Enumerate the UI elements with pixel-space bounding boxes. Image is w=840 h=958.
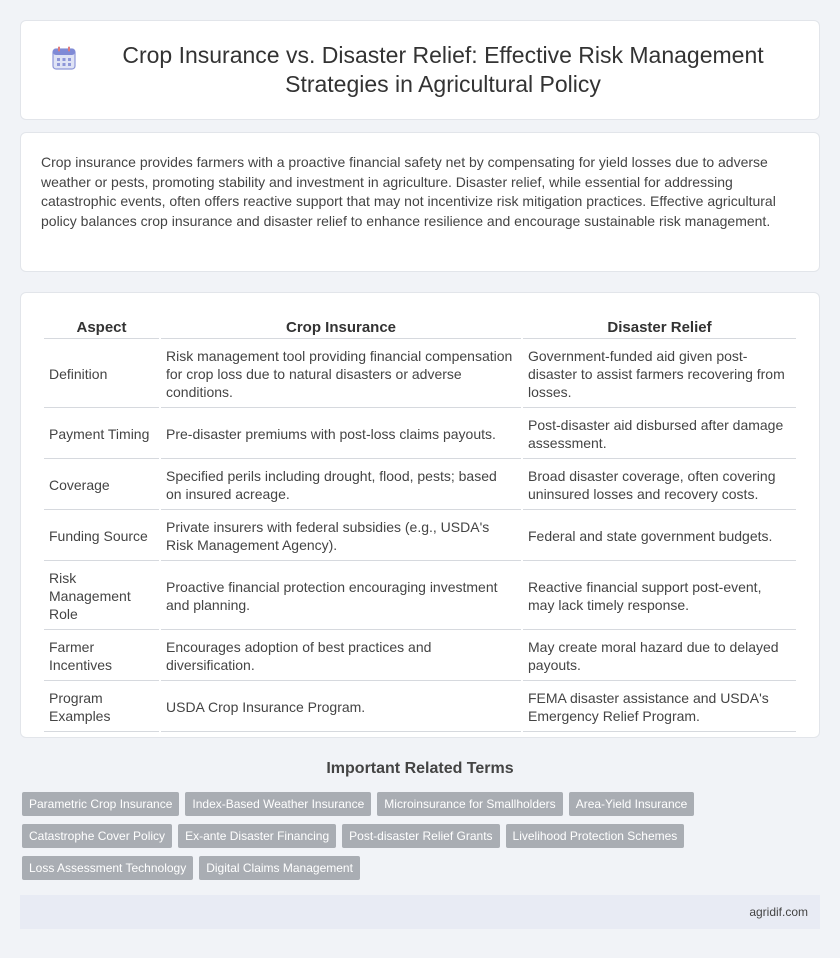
tag-area-yield-insurance[interactable]: Area-Yield Insurance [569,792,695,816]
footer-site-link[interactable]: agridif.com [749,905,808,919]
table-header-row [44,315,796,339]
cell-disaster-relief: May create moral hazard due to delayed payouts. [523,632,796,681]
header-crop-insurance: Crop Insurance [161,315,521,339]
comparison-table-card [20,292,820,738]
tag-ex-ante-disaster-financing[interactable]: Ex-ante Disaster Financing [178,824,336,848]
cell-disaster-relief: Reactive financial support post-event, may lack timely response. [523,563,796,630]
related-terms-tags [22,792,818,888]
cell-aspect: Farmer Incentives [44,632,159,681]
cell-aspect: Definition [44,341,159,408]
cell-disaster-relief: FEMA disaster assistance and USDA's Emergency Relief Program. [523,683,796,732]
cell-crop-insurance: Proactive financial protection encouraging investment and planning. [161,563,521,630]
page-title: Crop Insurance vs. Disaster Relief: Effective Risk Management Strategies in Agricultural Policy [122,42,764,97]
tag-post-disaster-relief-grants[interactable]: Post-disaster Relief Grants [342,824,499,848]
table-row [44,461,796,510]
comparison-table [42,313,798,734]
cell-aspect: Program Examples [44,683,159,732]
cell-aspect: Payment Timing [44,410,159,459]
cell-disaster-relief: Post-disaster aid disbursed after damage assessment. [523,410,796,459]
tag-loss-assessment-technology[interactable]: Loss Assessment Technology [22,856,193,880]
tag-microinsurance-for-smallholders[interactable]: Microinsurance for Smallholders [377,792,562,816]
intro-text: Crop insurance provides farmers with a proactive financial safety net by compensating for yield losses due to adverse weather or pests, promoting stability and investment in agriculture. Disaster relief, while essential for addressing catastrophic events, often offers reactive support that may not incentivize risk mitigation practices. Effective agricultural policy balances crop insurance and disaster relief to enhance resilience and encourage sustainable risk management. [41,154,776,229]
cell-crop-insurance: Private insurers with federal subsidies (e.g., USDA's Risk Management Agency). [161,512,521,561]
related-terms-title: Important Related Terms [326,760,514,777]
tag-parametric-crop-insurance[interactable]: Parametric Crop Insurance [22,792,179,816]
cell-aspect: Funding Source [44,512,159,561]
tag-index-based-weather-insurance[interactable]: Index-Based Weather Insurance [185,792,371,816]
tag-catastrophe-cover-policy[interactable]: Catastrophe Cover Policy [22,824,172,848]
table-row [44,563,796,630]
cell-aspect: Risk Management Role [44,563,159,630]
cell-disaster-relief: Broad disaster coverage, often covering uninsured losses and recovery costs. [523,461,796,510]
calendar-icon [51,45,77,71]
title-card [20,20,820,120]
cell-crop-insurance: Specified perils including drought, flood, pests; based on insured acreage. [161,461,521,510]
table-row [44,683,796,732]
cell-aspect: Coverage [44,461,159,510]
table-row [44,341,796,408]
table-row [44,410,796,459]
header-aspect: Aspect [44,315,159,339]
cell-crop-insurance: Risk management tool providing financial compensation for crop loss due to natural disasters or adverse conditions. [161,341,521,408]
tag-digital-claims-management[interactable]: Digital Claims Management [199,856,360,880]
cell-disaster-relief: Government-funded aid given post-disaster to assist farmers recovering from losses. [523,341,796,408]
title-wrap [51,41,789,99]
intro-card [20,132,820,272]
cell-disaster-relief: Federal and state government budgets. [523,512,796,561]
cell-crop-insurance: USDA Crop Insurance Program. [161,683,521,732]
footer [20,895,820,929]
table-row [44,512,796,561]
cell-crop-insurance: Pre-disaster premiums with post-loss claims payouts. [161,410,521,459]
header-disaster-relief: Disaster Relief [523,315,796,339]
cell-crop-insurance: Encourages adoption of best practices and diversification. [161,632,521,681]
table-row [44,632,796,681]
tag-livelihood-protection-schemes[interactable]: Livelihood Protection Schemes [506,824,685,848]
